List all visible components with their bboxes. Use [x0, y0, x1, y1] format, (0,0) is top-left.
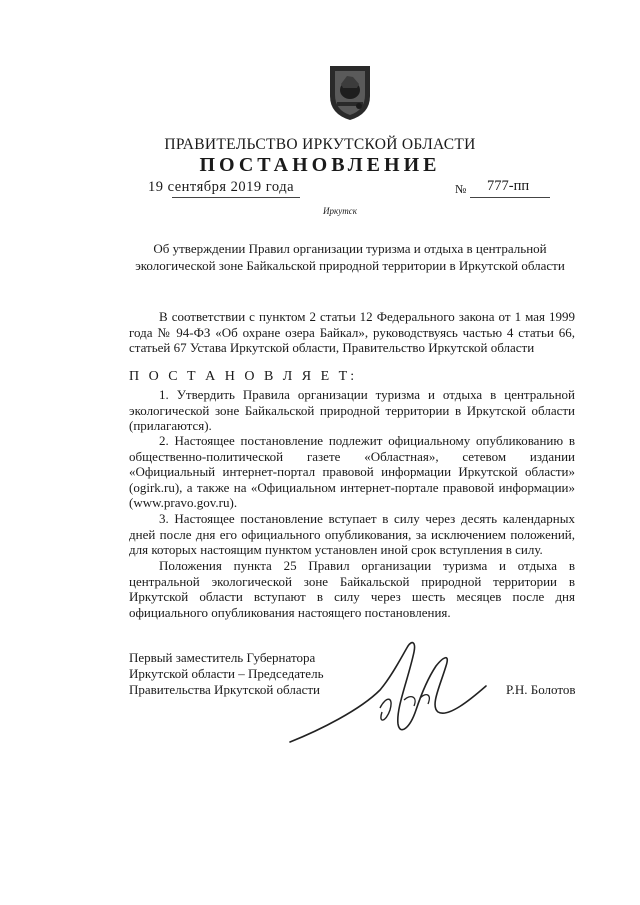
- city: Иркутск: [323, 206, 357, 216]
- document-type: ПОСТАНОВЛЕНИЕ: [199, 154, 441, 176]
- document-title: Об утверждении Правил организации туризма и отдыха в центральной экологической зоне Байкальской природной территории в Иркутской области: [135, 241, 565, 273]
- item-1-paragraph: 1. Утвердить Правила организации туризма и отдыха в центральной экологической зоне Байкальской природной территории в Иркутской области (прилагаются).: [129, 387, 575, 434]
- signatory-name: Р.Н. Болотов: [506, 682, 576, 697]
- decree-heading: П О С Т А Н О В Л Я Е Т:: [129, 369, 358, 384]
- signatory-position-line-1: Первый заместитель Губернатора: [129, 650, 316, 665]
- coat-of-arms-emblem: [327, 62, 373, 122]
- number-sign: №: [455, 182, 467, 196]
- number-underline: [470, 197, 550, 198]
- date-underline: [172, 197, 300, 198]
- item-3-continuation-paragraph: Положения пункта 25 Правил организации туризма и отдыха в центральной экологической зоне Байкальской природной территории в Иркутской области вступают в силу через шесть месяцев после дня официального опубликования настоящего постановления.: [129, 558, 575, 620]
- signatory-position-line-3: Правительства Иркутской области: [129, 682, 321, 697]
- document-number: 777-пп: [487, 178, 530, 194]
- handwritten-signature: [280, 638, 490, 750]
- organization-name: ПРАВИТЕЛЬСТВО ИРКУТСКОЙ ОБЛАСТИ: [164, 136, 476, 153]
- preamble-paragraph: В соответствии с пунктом 2 статьи 12 Федерального закона от 1 мая 1999 года № 94-ФЗ «Об охране озера Байкал», руководствуясь частью 4 статьи 66, статьей 67 Устава Иркутской области, Правительство Иркутской области: [129, 309, 575, 356]
- signatory-position-line-2: Иркутской области – Председатель: [129, 666, 324, 681]
- item-3-paragraph: 3. Настоящее постановление вступает в силу через десять календарных дней после дня его официального опубликования, за исключением положений, для которых настоящим пунктом установлен иной срок вступления в силу.: [129, 511, 575, 558]
- document-date: 19 сентября 2019 года: [148, 179, 295, 195]
- item-2-paragraph: 2. Настоящее постановление подлежит официальному опубликованию в общественно-политической газете «Областная», сетевом издании «Официальный интернет-портал правовой информации Иркутской области» (ogirk.ru), а также на «Официальном интернет-портале правовой информации» (www.pravo.gov.ru).: [129, 433, 575, 511]
